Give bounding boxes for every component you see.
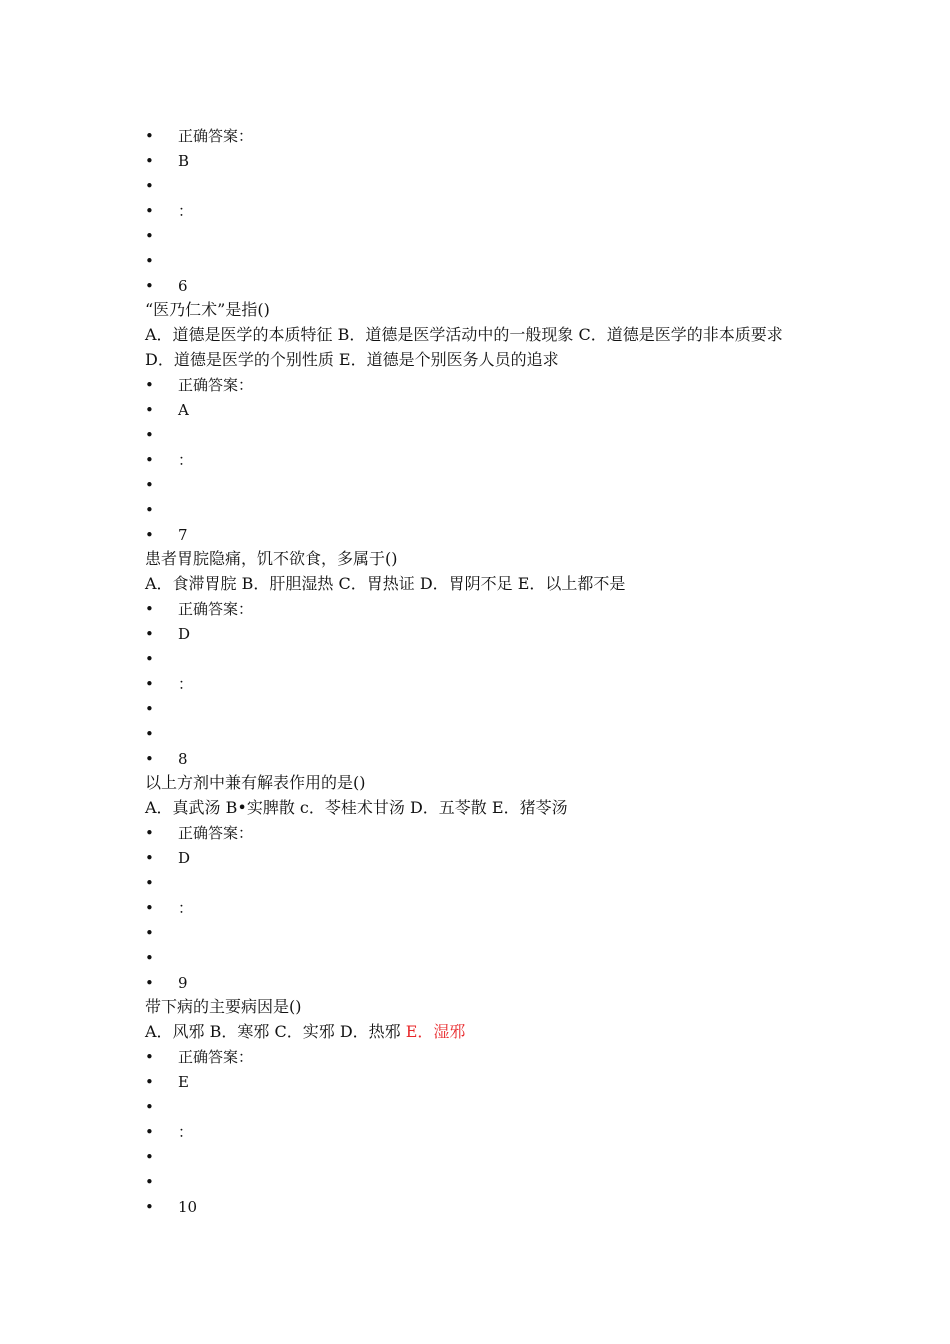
bullet: • — [145, 650, 154, 668]
options-text: A．风邪 B．寒邪 C．实邪 D．热邪 — [145, 1022, 406, 1041]
colon-item: ： — [178, 899, 194, 917]
bullet: • — [145, 202, 154, 220]
answer-label: 正确答案： — [178, 600, 254, 618]
answer-label: 正确答案： — [178, 376, 254, 394]
bullet: • — [145, 675, 154, 693]
bullet: • — [145, 700, 154, 718]
bullet: • — [145, 376, 154, 394]
bullet: • — [145, 849, 154, 867]
bullet: • — [145, 476, 154, 494]
bullet: • — [145, 451, 154, 469]
bullet: • — [145, 152, 154, 170]
colon-item: ： — [178, 1123, 194, 1141]
answer-label: 正确答案： — [178, 824, 254, 842]
colon-item: ： — [178, 675, 194, 693]
bullet: • — [145, 750, 154, 768]
bullet: • — [145, 924, 154, 942]
answer-value: D — [178, 625, 191, 643]
bullet: • — [145, 1048, 154, 1066]
bullet: • — [145, 277, 154, 295]
answer-value: B — [178, 152, 190, 170]
options-line: A．道德是医学的本质特征 B．道德是医学活动中的一般现象 C．道德是医学的非本质要求 — [145, 325, 783, 344]
bullet: • — [145, 1198, 154, 1216]
bullet: • — [145, 1073, 154, 1091]
question-text: 带下病的主要病因是() — [145, 997, 302, 1016]
bullet: • — [145, 252, 154, 270]
bullet: • — [145, 1148, 154, 1166]
bullet: • — [145, 874, 154, 892]
options-line: D．道德是医学的个别性质 E．道德是个别医务人员的追求 — [145, 350, 559, 369]
bullet: • — [145, 1098, 154, 1116]
bullet: • — [145, 899, 154, 917]
bullet: • — [145, 227, 154, 245]
bullet: • — [145, 127, 154, 145]
answer-value: A — [178, 401, 189, 419]
bullet: • — [145, 625, 154, 643]
bullet: • — [145, 426, 154, 444]
options-line — [145, 1020, 465, 1044]
answer-value: E — [178, 1073, 189, 1091]
colon-item: ： — [178, 451, 194, 469]
question-number: 9 — [178, 974, 188, 992]
answer-value: D — [178, 849, 191, 867]
answer-label: 正确答案： — [178, 127, 254, 145]
bullet: • — [145, 824, 154, 842]
bullet: • — [145, 501, 154, 519]
options-line: A．食滞胃脘 B．肝胆湿热 C．胃热证 D．胃阴不足 E．以上都不是 — [145, 574, 626, 593]
bullet: • — [145, 177, 154, 195]
bullet: • — [145, 949, 154, 967]
bullet: • — [145, 401, 154, 419]
question-number: 6 — [178, 277, 188, 295]
question-number: 10 — [178, 1198, 198, 1216]
bullet: • — [145, 725, 154, 743]
question-number: 7 — [178, 526, 188, 544]
bullet: • — [145, 526, 154, 544]
question-text: “医乃仁术”是指() — [145, 300, 270, 319]
bullet: • — [145, 600, 154, 618]
highlighted-option: E．湿邪 — [405, 1022, 466, 1041]
bullet: • — [145, 1123, 154, 1141]
colon-item: ： — [178, 202, 194, 220]
question-text: 患者胃脘隐痛，饥不欲食，多属于() — [145, 549, 398, 568]
answer-label: 正确答案： — [178, 1048, 254, 1066]
bullet: • — [145, 1173, 154, 1191]
question-text: 以上方剂中兼有解表作用的是() — [145, 773, 366, 792]
options-line: A．真武汤 B•实脾散 c．苓桂术甘汤 D．五苓散 E．猪苓汤 — [145, 798, 568, 817]
bullet: • — [145, 974, 154, 992]
question-number: 8 — [178, 750, 188, 768]
